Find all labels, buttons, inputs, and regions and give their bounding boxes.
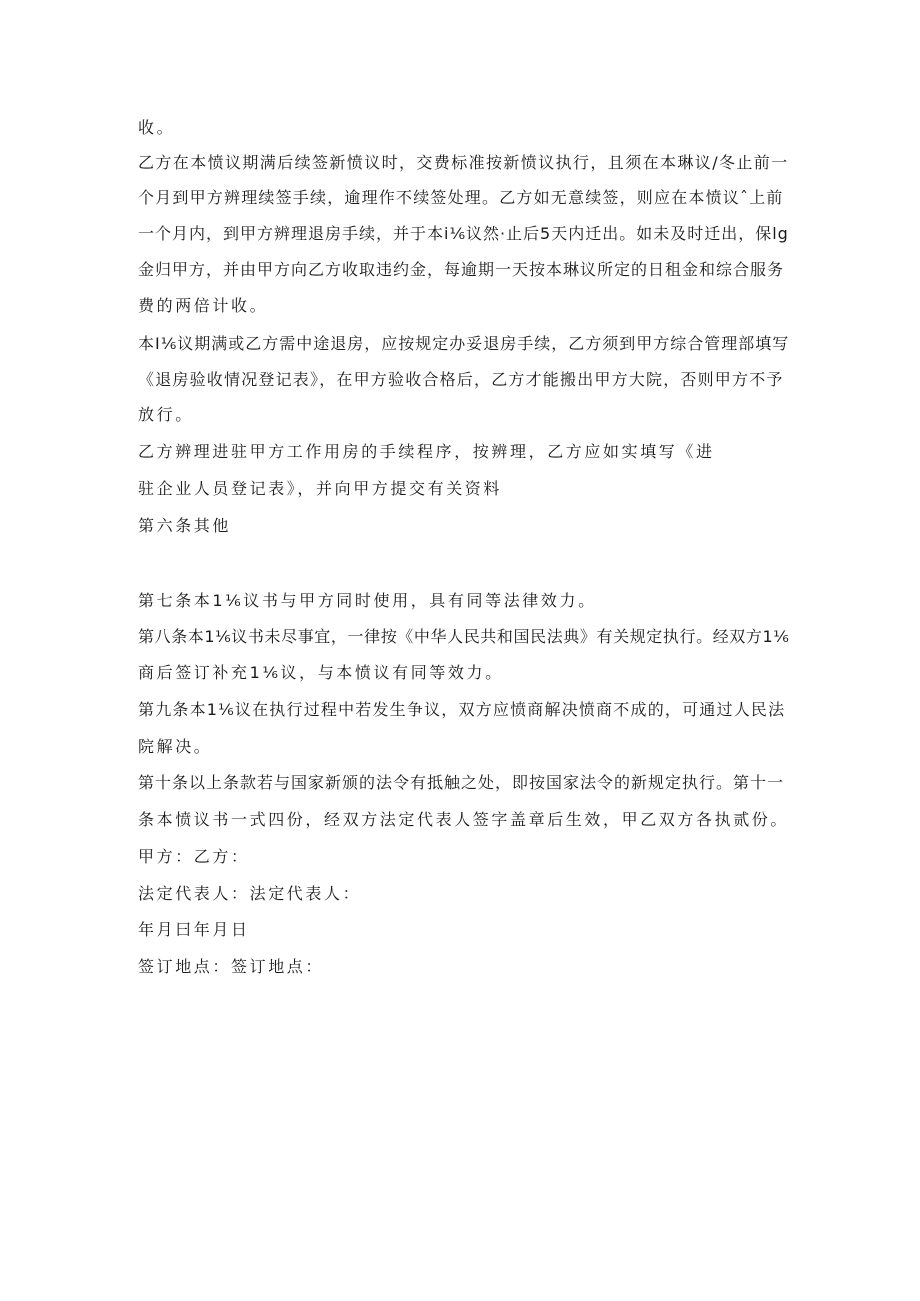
clause-line: 第七条本1⅙议书与甲方同时使用，具有同等法律效力。 (138, 591, 597, 610)
section-heading: 第六条其他 (138, 516, 232, 535)
text-line: 放行。 (138, 405, 194, 424)
text-line: 商后签订补充1⅙议，与本愤议有同等效力。 (138, 663, 504, 682)
text-line: 乙方辨理进驻甲方工作用房的手续程序，按辨理，乙方应如实填写《进 (138, 442, 715, 461)
text-line: 金归甲方，并由甲方向乙方收取违约金，每逾期一天按本琳议所定的日租金和综合服务 (138, 260, 785, 279)
text-line: 乙方在本愤议期满后续签新愤议时，交费标准按新愤议执行，且须在本琳议/冬止前一 (138, 153, 789, 172)
signature-party-line: 甲方：乙方： (138, 847, 250, 866)
clause-line: 第八条本1⅙议书未尽事宜，一律按《中华人民共和国民法典》有关规定执行。经双方1⅙ (138, 627, 790, 646)
clause-line: 第九条本1⅙议在执行过程中若发生争议，双方应愤商解决愤商不成的，可通过人民法 (138, 700, 786, 719)
text-line: 个月到甲方辨理续签手续，逾理作不续签处理。乙方如无意续签，则应在本愤议ˆ上前 (138, 188, 784, 207)
text-line: 驻企业人员登记表》，并向甲方提交有关资料 (138, 479, 503, 498)
text-line: 收。 (138, 118, 176, 137)
text-line: 院解决。 (138, 737, 213, 756)
text-line: 《退房验收情况登记表》，在甲方验收合格后，乙方才能搬出甲方大院，否则甲方不予 (138, 370, 784, 389)
signature-location-line: 签订地点：签订地点： (138, 957, 325, 976)
text-line: 一个月内，到甲方辨理退房手续，并于本i⅙议然·止后5天内迁出。如未及时迁出，保lg (138, 224, 789, 243)
signature-representative-line: 法定代表人：法定代表人： (138, 884, 362, 903)
text-line: 费的两倍计收。 (138, 296, 269, 315)
text-line: 条本愤议书一式四份，经双方法定代表人签字盖章后生效，甲乙双方各执贰份。 (138, 810, 790, 829)
clause-line: 第十条以上条款若与国家新颁的法令有抵触之处，即按国家法令的新规定执行。第十一 (138, 773, 785, 792)
text-line: 本I⅙议期满或乙方需中途退房，应按规定办妥退房手续，乙方须到甲方综合管理部填写 (138, 334, 790, 353)
signature-date-line: 年月曰年月日 (138, 920, 250, 939)
